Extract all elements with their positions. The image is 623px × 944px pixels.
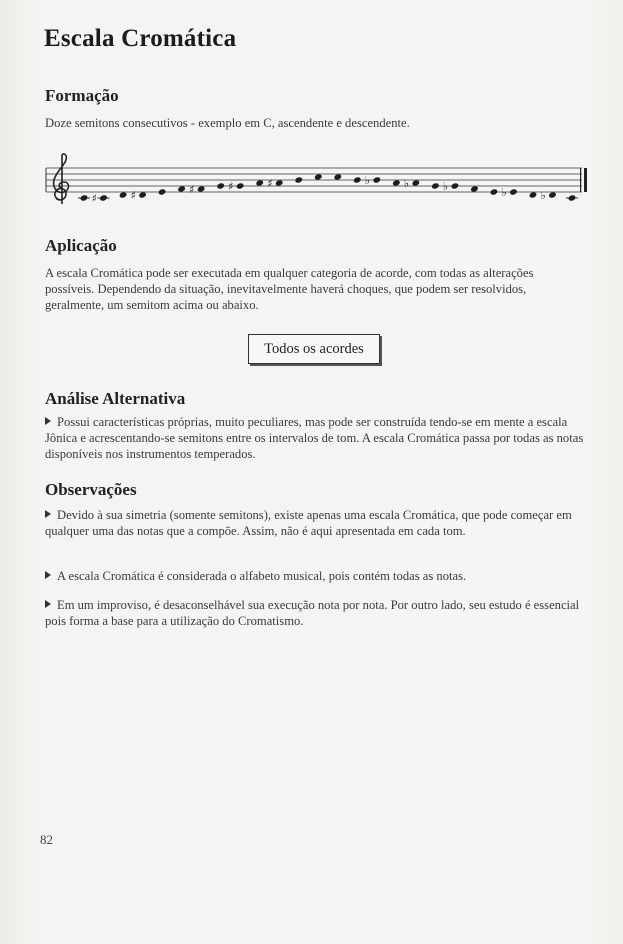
note-E-flat xyxy=(501,186,517,199)
note-E xyxy=(158,188,167,195)
chromatic-scale-staff xyxy=(44,152,590,214)
flat-icon: ♭ xyxy=(442,180,449,193)
bullet-icon xyxy=(45,600,51,608)
note-G xyxy=(216,182,225,189)
observacoes-bullet-2 xyxy=(45,568,585,584)
note-B xyxy=(353,176,362,183)
note-A xyxy=(392,179,401,186)
observacoes-bullet-1 xyxy=(45,507,585,539)
chord-category-box xyxy=(248,334,380,364)
note-G-flat xyxy=(443,180,459,193)
section-heading-aplicacao: Aplicação xyxy=(45,236,117,255)
note-C xyxy=(333,173,342,180)
bullet-icon xyxy=(45,510,51,518)
flat-icon: ♭ xyxy=(540,189,546,202)
note-F-sharp xyxy=(189,183,205,196)
note-F xyxy=(177,185,186,192)
analise-bullet-1 xyxy=(45,414,585,462)
flat-icon: ♭ xyxy=(501,186,507,199)
section-heading-observacoes: Observações xyxy=(45,480,137,499)
note-E xyxy=(490,188,499,195)
note-G xyxy=(431,182,440,189)
bullet-icon xyxy=(45,417,51,425)
observacoes-bullet-3 xyxy=(45,597,585,629)
note-A-flat xyxy=(404,177,420,190)
treble-clef-icon xyxy=(54,154,69,204)
note-B xyxy=(294,176,303,183)
final-barline xyxy=(580,168,587,192)
note-A xyxy=(255,179,264,186)
flat-icon: ♭ xyxy=(403,177,410,190)
sharp-icon: ♯ xyxy=(228,180,234,193)
sharp-icon: ♯ xyxy=(267,177,273,190)
note-D xyxy=(119,191,128,198)
note-C-sharp xyxy=(92,192,110,205)
note-D xyxy=(529,191,538,198)
chord-category-label: Todos os acordes xyxy=(264,340,364,357)
analise-bullet-1-text: Possui características próprias, muito peculiares, mas pode ser construída tendo-se em mente a escala Jônica e acrescentando-se semitons entre os intervalos de tom. A escala Cromática passa por todas as notas disponíveis nos instrumentos temperados. xyxy=(45,415,584,461)
scale-notes xyxy=(78,173,578,205)
observacoes-bullet-3-text: Em um improviso, é desaconselhável sua execução nota por nota. Por outro lado, seu estudo é essencial pois forma a base para a utilização do Cromatismo. xyxy=(45,598,580,628)
note-C xyxy=(314,173,323,180)
formacao-text: Doze semitons consecutivos - exemplo em C, ascendente e descendente. xyxy=(45,116,410,130)
flat-icon: ♭ xyxy=(364,174,371,187)
observacoes-bullet-1-text: Devido à sua simetria (somente semitons), existe apenas uma escala Cromática, que pode começar em qualquer uma das notas que a compõe. Assim, não é aqui apresentada em cada tom. xyxy=(45,508,572,538)
note-B-flat xyxy=(365,174,381,187)
note-C xyxy=(78,194,90,201)
note-G-sharp xyxy=(228,180,244,193)
note-C xyxy=(566,194,578,201)
note-A-sharp xyxy=(267,177,283,190)
note-D-sharp xyxy=(131,189,147,202)
sharp-icon: ♯ xyxy=(91,192,97,205)
observacoes-bullet-2-text: A escala Cromática é considerada o alfabeto musical, pois contém todas as notas. xyxy=(57,569,467,583)
section-heading-analise: Análise Alternativa xyxy=(45,389,186,408)
note-D-flat xyxy=(540,189,556,202)
aplicacao-text: A escala Cromática pode ser executada em qualquer categoria de acorde, com todas as alterações possíveis. Dependendo da situação, inevitavelmente haverá choques, que podem ser resolvidos, geralmente, um semitom acima ou abaixo. xyxy=(45,266,534,312)
staff-notation xyxy=(44,152,590,214)
page-title: Escala Cromática xyxy=(44,25,237,52)
sharp-icon: ♯ xyxy=(189,183,195,196)
page-number: 82 xyxy=(40,832,53,847)
bullet-icon xyxy=(45,571,51,579)
section-heading-formacao: Formação xyxy=(45,86,119,105)
sharp-icon: ♯ xyxy=(130,189,136,202)
note-F xyxy=(470,185,479,192)
